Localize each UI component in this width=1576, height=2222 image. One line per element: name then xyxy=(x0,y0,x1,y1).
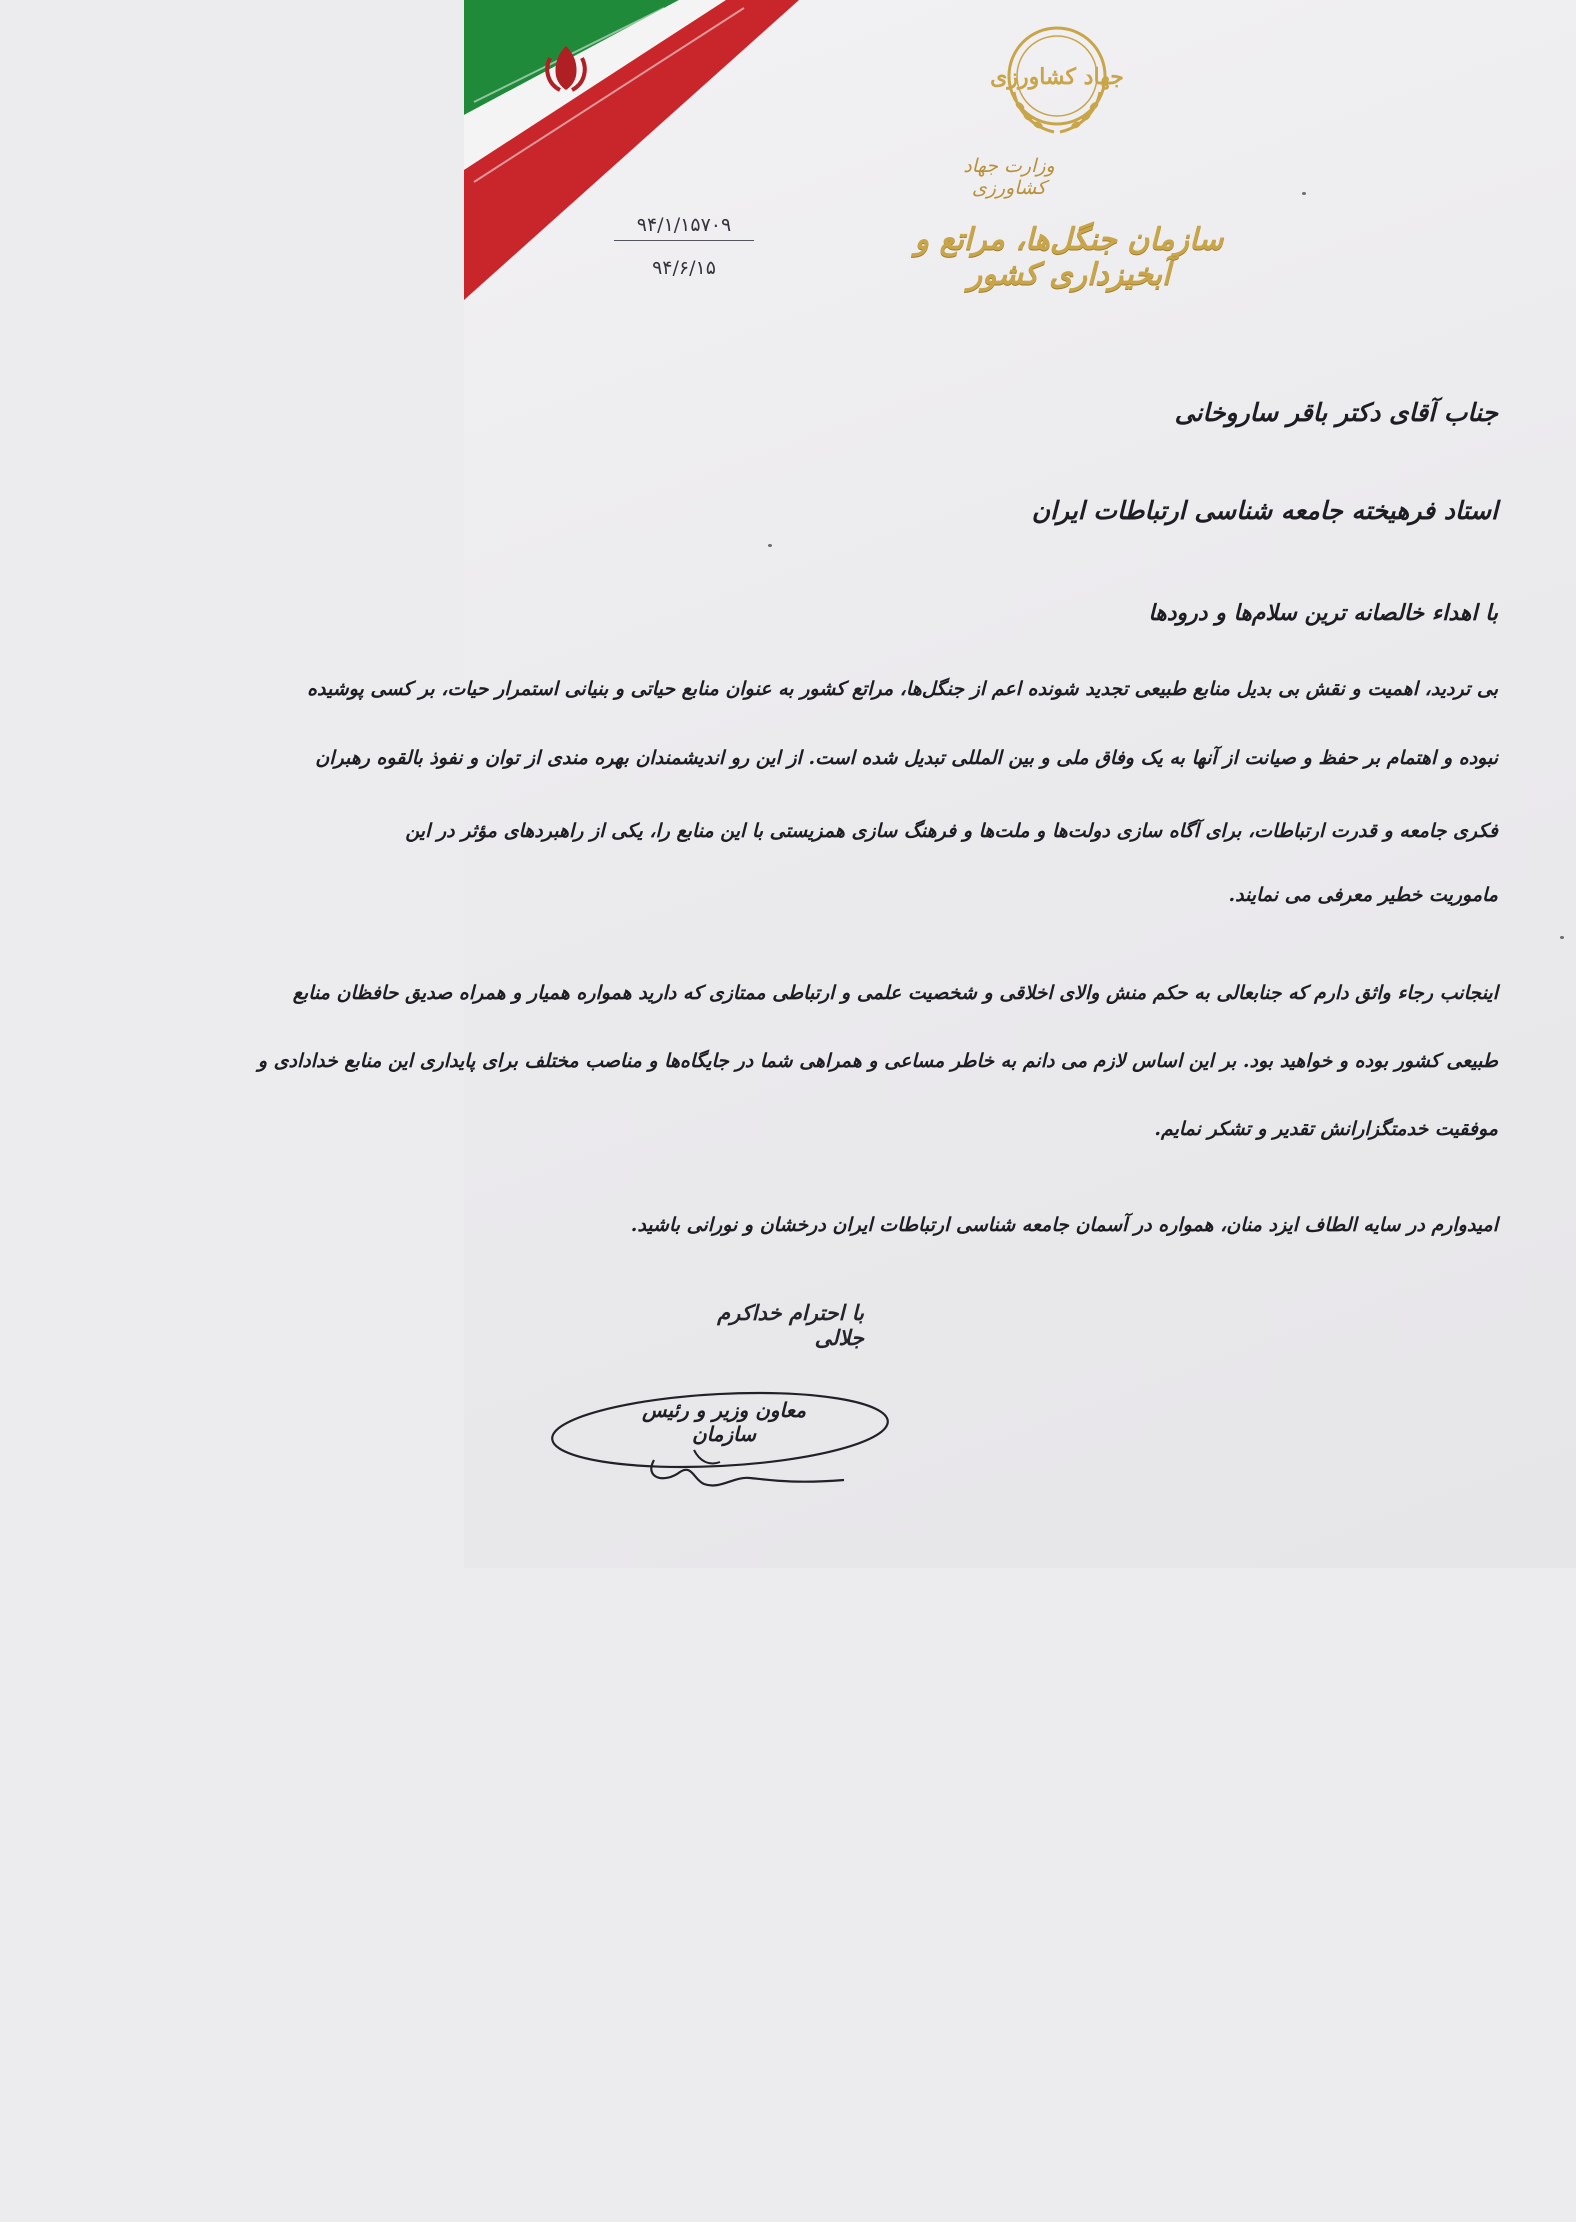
paragraph-1-line-1: بی تردید، اهمیت و نقش بی بدیل منابع طبیعی تجدید شونده اعم از جنگل‌ها، مراتع کشور به عنوان منابع حیاتی و بنیانی استمرار حیات، بر کسی پوشیده xyxy=(307,678,1498,700)
jahad-keshavarzi-emblem xyxy=(992,22,1122,144)
signatory-title: معاون وزیر و رئیس سازمان xyxy=(641,1398,807,1446)
paragraph-2-line-2: طبیعی کشور بوده و خواهید بود. بر این اساس لازم می دانم به خاطر مساعی و همراهی شما در جایگاه‌ها و مناصب مختلف برای پایداری این منابع خدادادی و xyxy=(257,1050,1498,1072)
scan-speck xyxy=(1560,936,1564,939)
svg-text:جهاد کشاورزی: جهاد کشاورزی xyxy=(990,64,1124,90)
ministry-name: وزارت جهاد کشاورزی xyxy=(963,155,1055,199)
scan-speck xyxy=(1302,192,1306,195)
reference-block xyxy=(614,214,754,279)
letter-date: ۹۴/۶/۱۵ xyxy=(652,257,716,279)
closing-regards: با احترام خداکرم جلالی xyxy=(717,1300,864,1350)
paragraph-1-line-3: فکری جامعه و قدرت ارتباطات، برای آگاه سازی دولت‌ها و ملت‌ها و فرهنگ سازی همزیستی با این منابع را، یکی از راهبردهای مؤثر در این xyxy=(405,820,1498,842)
paragraph-1-line-2: نبوده و اهتمام بر حفظ و صیانت از آنها به یک وفاق ملی و بین المللی تبدیل شده است. از این رو اندیشمندان بهره مندی از توان و نفوذ بالقوه رهبران xyxy=(315,747,1498,769)
letter-number: ۹۴/۱/۱۵۷۰۹ xyxy=(614,214,754,241)
recipient-name: جناب آقای دکتر باقر ساروخانی xyxy=(1174,398,1498,427)
greeting-line: با اهداء خالصانه ترین سلام‌ها و درودها xyxy=(1148,600,1498,626)
paragraph-3-line-1: امیدوارم در سایه الطاف ایزد منان، همواره در آسمان جامعه شناسی ارتباطات ایران درخشان و نورانی باشید. xyxy=(630,1214,1498,1236)
organization-name: سازمان جنگل‌ها، مراتع و آبخیزداری کشور xyxy=(914,222,1224,292)
paragraph-1-line-4: ماموریت خطیر معرفی می نمایند. xyxy=(1228,884,1498,906)
paragraph-2-line-3: موفقیت خدمتگزارانش تقدیر و تشکر نمایم. xyxy=(1154,1118,1498,1140)
scan-speck xyxy=(768,544,772,547)
letter-page xyxy=(257,0,1576,1568)
paragraph-2-line-1: اینجانب رجاء واثق دارم که جنابعالی به حکم منش والای اخلاقی و شخصیت علمی و ارتباطی ممتازی که دارید همواره همیار و همراه صدیق حافظان منابع xyxy=(292,982,1498,1004)
recipient-title: استاد فرهیخته جامعه شناسی ارتباطات ایران xyxy=(1031,496,1498,525)
